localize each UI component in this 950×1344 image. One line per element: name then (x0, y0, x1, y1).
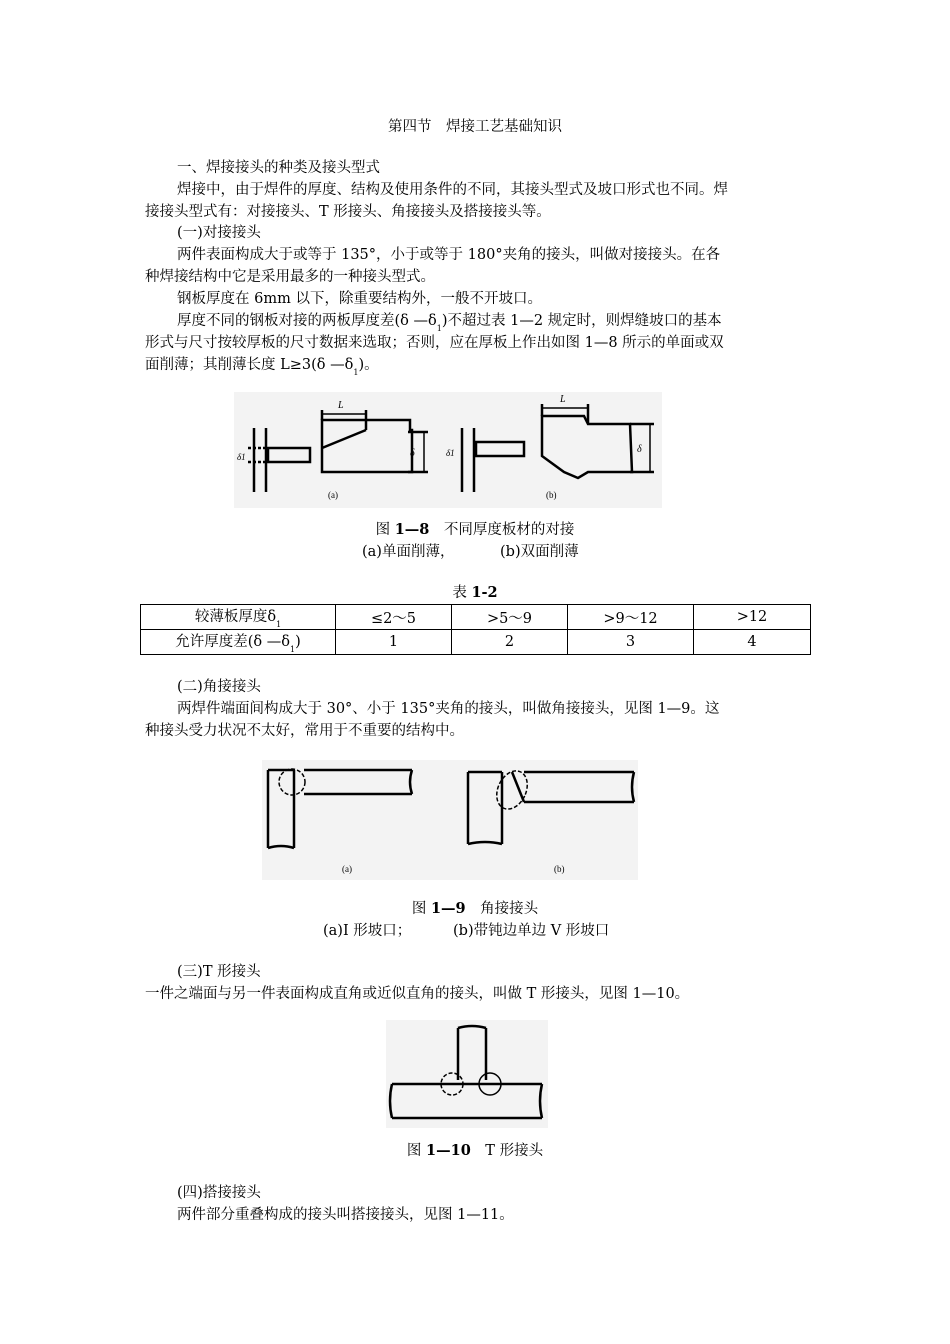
table-1-2-title: 表 1-2 (452, 584, 498, 601)
figure-1-8-caption: 图 1—8 不同厚度板材的对接 (375, 521, 575, 538)
table-cell: ≤2～5 (336, 605, 452, 630)
section-title: 第四节 焊接工艺基础知识 (388, 119, 562, 135)
paragraph-line: 形式与尺寸按较厚板的尺寸数据来选取；否则，应在厚板上作出如图 1—8 所示的单面或双 (145, 335, 724, 351)
table-row-header: 允许厚度差(δ $—\delta_1$) (141, 630, 336, 655)
fig8-label-a: (a) (328, 490, 338, 500)
figure-1-10-caption: 图 1—10 T 形接头 (406, 1142, 544, 1159)
figure-1-9-sub-a: (a)I 形坡口； (323, 923, 412, 939)
figure-1-8-sub-a: (a)单面削薄， (362, 544, 455, 560)
paragraph-line: 接接头型式有：对接接头、T 形接头、角接接头及搭接接头等。 (145, 204, 551, 220)
subsection-heading-butt-joint: (一)对接接头 (177, 225, 261, 241)
table-cell: 4 (694, 630, 811, 655)
dim-delta-a: δ (410, 448, 415, 459)
paragraph-line: 一件之端面与另一件表面构成直角或近似直角的接头，叫做 T 形接头，见图 1—10。 (145, 986, 690, 1002)
paragraph-line: 焊接中，由于焊件的厚度、结构及使用条件的不同，其接头型式及坡口形式也不同。焊 (177, 182, 728, 198)
figure-1-9-sub-b: (b)带钝边单边 V 形坡口 (453, 923, 610, 939)
table-1-2 (140, 604, 811, 655)
paragraph-line: 面削薄；其削薄长度 L≥3(δ $—\delta_1$)。 (145, 357, 379, 377)
paragraph-line: 两件部分重叠构成的接头叫搭接接头，见图 1—11。 (177, 1207, 514, 1223)
figure-1-8-sub-b: (b)双面削薄 (500, 544, 579, 560)
table-row (141, 630, 811, 655)
table-cell: >9～12 (568, 605, 694, 630)
paragraph-line: 种焊接结构中它是采用最多的一种接头型式。 (145, 269, 435, 285)
table-cell: >12 (694, 605, 811, 630)
fig9-label-a: (a) (342, 864, 352, 874)
subsection-heading-t-joint: (三)T 形接头 (177, 964, 261, 980)
figure-1-9-drawing (262, 760, 638, 880)
figure-1-10-drawing (386, 1020, 548, 1128)
figure-1-8-drawing (234, 392, 662, 508)
dim-L-a: L (338, 400, 344, 411)
paragraph-line: 钢板厚度在 6mm 以下，除重要结构外，一般不开坡口。 (177, 291, 542, 307)
section-heading-1: 一、焊接接头的种类及接头型式 (177, 160, 380, 176)
subsection-heading-lap-joint: (四)搭接接头 (177, 1185, 261, 1201)
paragraph-line: 厚度不同的钢板对接的两板厚度差(δ $—\delta_1$)不超过表 1—2 规定时，则焊缝坡口的基本 (177, 313, 722, 333)
dim-delta1-b: δ1 (446, 448, 455, 458)
table-cell: 3 (568, 630, 694, 655)
paragraph-line: 种接头受力状况不太好，常用于不重要的结构中。 (145, 723, 464, 739)
fig9-label-b: (b) (554, 864, 565, 874)
paragraph-line: 两焊件端面间构成大于 30°、小于 135°夹角的接头，叫做角接接头，见图 1—9。这 (177, 701, 720, 717)
table-cell: 2 (452, 630, 568, 655)
dim-L-b: L (560, 394, 566, 405)
dim-delta1-a: δ1 (237, 452, 246, 462)
figure-1-8 (234, 392, 662, 508)
table-cell: 1 (336, 630, 452, 655)
dim-delta-b: δ (637, 444, 642, 455)
figure-1-10 (386, 1020, 548, 1128)
subsection-heading-corner-joint: (二)角接接头 (177, 679, 261, 695)
table-row-header: 较薄板厚度$\delta_1$ (141, 605, 336, 630)
fig8-label-b: (b) (546, 490, 557, 500)
table-row (141, 605, 811, 630)
figure-1-9-caption: 图 1—9 角接接头 (411, 900, 539, 917)
paragraph-line: 两件表面构成大于或等于 135°，小于或等于 180°夹角的接头，叫做对接接头。在各 (177, 247, 721, 263)
table-cell: >5～9 (452, 605, 568, 630)
figure-1-9 (262, 760, 638, 880)
